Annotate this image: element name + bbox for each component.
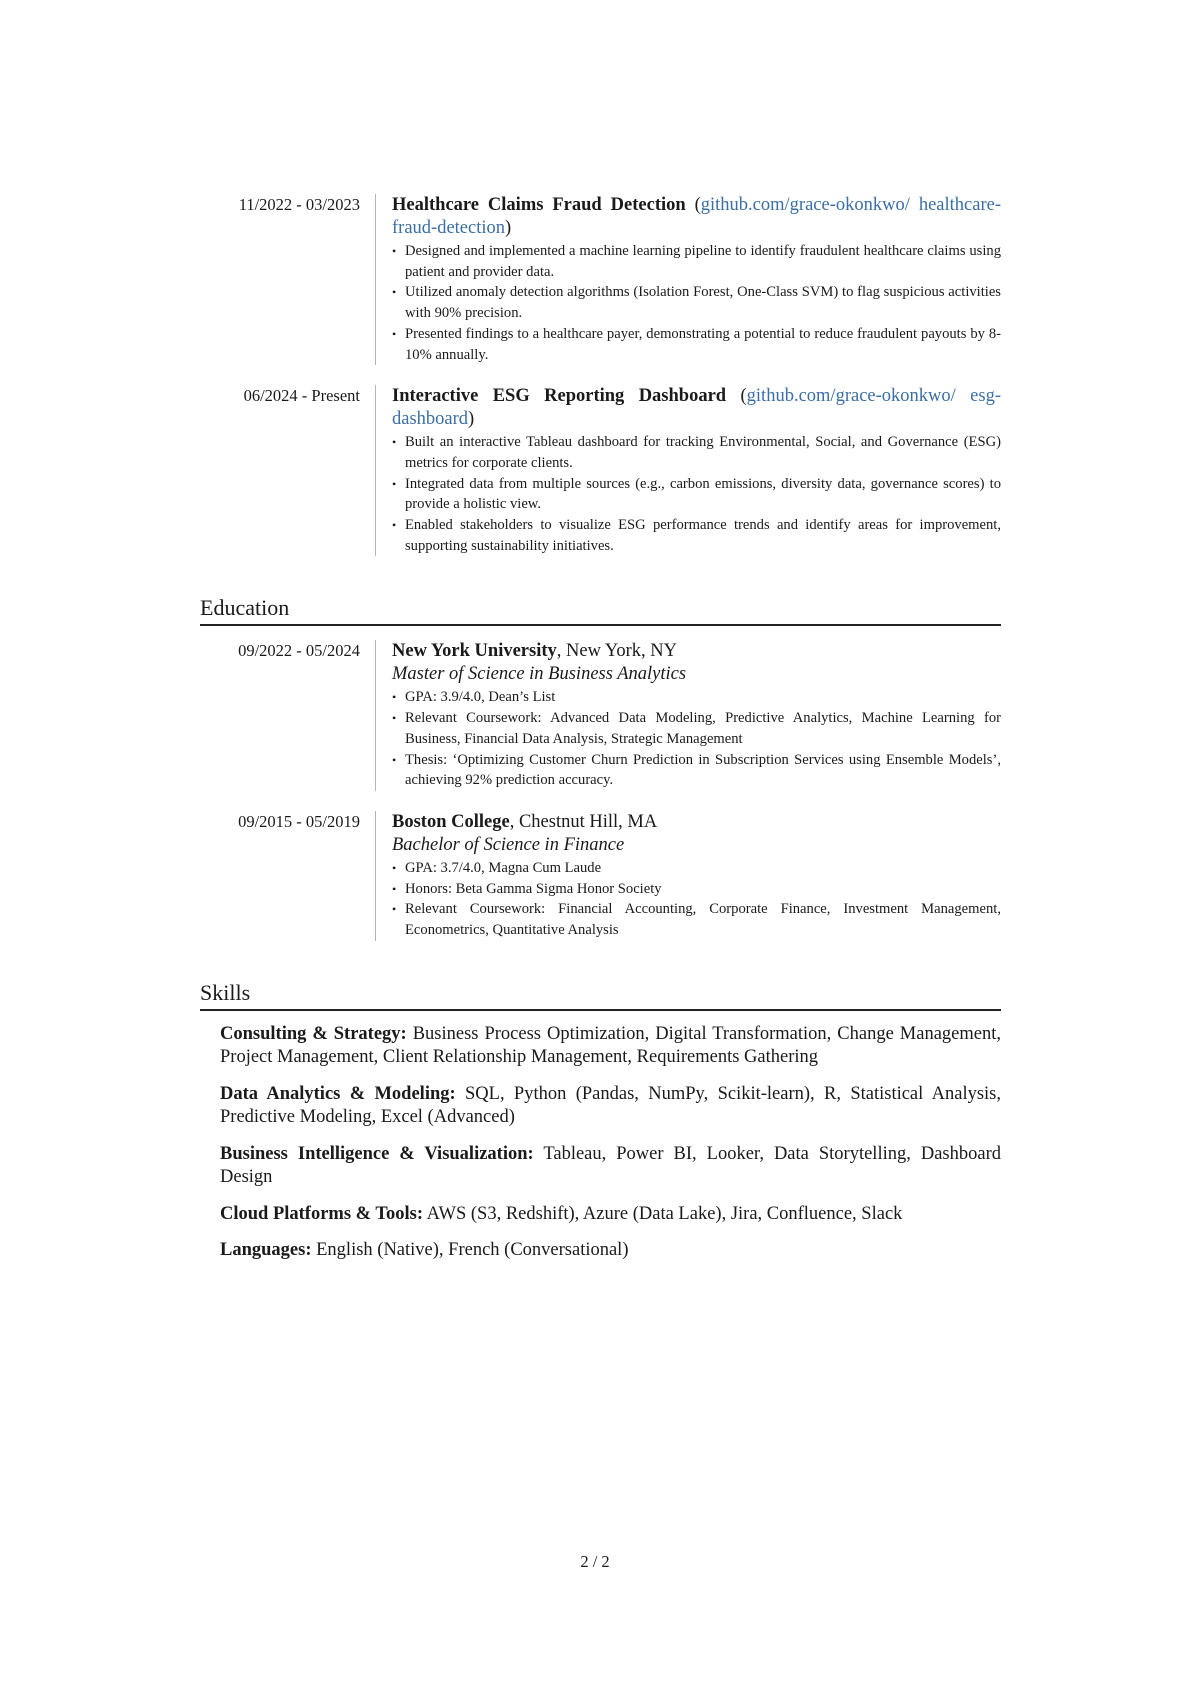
section-heading: Skills bbox=[200, 979, 1001, 1011]
skill-value: English (Native), French (Conversational) bbox=[311, 1240, 629, 1261]
bullet-item: • Presented findings to a healthcare payer, demonstrating a potential to reduce fraudulent payouts by 8-10% annually. bbox=[392, 324, 1001, 365]
education-section bbox=[200, 594, 1001, 940]
entry-dates: 09/2015 - 05/2019 bbox=[200, 811, 376, 941]
bullet-item: • Integrated data from multiple sources (e.g., carbon emissions, diversity data, governance scores) to provide a holistic view. bbox=[392, 474, 1001, 515]
skill-label: Languages: bbox=[220, 1240, 312, 1261]
school-name: Boston College bbox=[392, 811, 510, 832]
school-location: , New York, NY bbox=[556, 641, 678, 662]
bullet-item: • Thesis: ‘Optimizing Customer Churn Prediction in Subscription Services using Ensemble Models’, achieving 92% prediction accuracy. bbox=[392, 750, 1001, 791]
entry-body bbox=[376, 194, 1001, 365]
project-entry bbox=[200, 385, 1001, 556]
project-title-line: Healthcare Claims Fraud Detection (github.com/grace-okonkwo/ healthcare-fraud-detection) bbox=[392, 195, 1001, 238]
skill-item bbox=[220, 1083, 1001, 1130]
skill-value: SQL, Python (Pandas, NumPy, Scikit-learn), R, Statistical Analysis, Predictive Modeling, Excel (Advanced) bbox=[220, 1083, 1001, 1128]
bullet-item: • Relevant Coursework: Financial Accounting, Corporate Finance, Investment Management, Econometrics, Quantitative Analysis bbox=[392, 899, 1001, 940]
degree: Master of Science in Business Analytics bbox=[392, 664, 687, 685]
skill-item bbox=[220, 1203, 1001, 1227]
project-title-line: Interactive ESG Reporting Dashboard (github.com/grace-okonkwo/ esg-dashboard) bbox=[392, 386, 1001, 430]
skill-value: AWS (S3, Redshift), Azure (Data Lake), Jira, Confluence, Slack bbox=[423, 1203, 903, 1224]
entry-dates: 11/2022 - 03/2023 bbox=[200, 194, 376, 365]
section-heading: Education bbox=[200, 594, 1001, 626]
degree: Bachelor of Science in Finance bbox=[392, 834, 625, 855]
project-bullets bbox=[392, 241, 1001, 365]
skill-value: Business Process Optimization, Digital Transformation, Change Management, Project Management, Client Relationship Management, Requirements Gathering bbox=[220, 1023, 1001, 1068]
entry-body bbox=[376, 640, 1001, 791]
entry-body bbox=[376, 385, 1001, 556]
skill-item bbox=[220, 1143, 1001, 1190]
skill-item bbox=[220, 1023, 1001, 1070]
bullet-item: • Honors: Beta Gamma Sigma Honor Society bbox=[392, 879, 1001, 900]
entry-body bbox=[376, 811, 1001, 941]
skill-label: Data Analytics & Modeling: bbox=[220, 1083, 456, 1104]
school-line bbox=[392, 811, 1001, 834]
project-github-link[interactable]: github.com/grace-okonkwo/ healthcare-fraud-detection bbox=[392, 195, 1001, 238]
education-entry bbox=[200, 811, 1001, 941]
bullet-item: • Designed and implemented a machine learning pipeline to identify fraudulent healthcare claims using patient and provider data. bbox=[392, 241, 1001, 282]
bullet-item: • Relevant Coursework: Advanced Data Modeling, Predictive Analytics, Machine Learning for Business, Financial Data Analysis, Strategic Management bbox=[392, 708, 1001, 749]
bullet-item: • GPA: 3.7/4.0, Magna Cum Laude bbox=[392, 858, 1001, 879]
entry-dates: 06/2024 - Present bbox=[200, 385, 376, 556]
skills-list bbox=[200, 1023, 1001, 1263]
project-github-link[interactable]: github.com/grace-okonkwo/ esg-dashboard bbox=[392, 386, 1001, 430]
project-entry bbox=[200, 194, 1001, 365]
page-number: 2 / 2 bbox=[580, 1552, 610, 1571]
resume-content bbox=[200, 194, 1001, 1276]
project-title: Healthcare Claims Fraud Detection bbox=[392, 195, 686, 215]
bullet-item: • Built an interactive Tableau dashboard for tracking Environmental, Social, and Governance (ESG) metrics for corporate clients. bbox=[392, 432, 1001, 473]
education-bullets bbox=[392, 858, 1001, 941]
entry-dates: 09/2022 - 05/2024 bbox=[200, 640, 376, 791]
bullet-item: • GPA: 3.9/4.0, Dean’s List bbox=[392, 687, 1001, 708]
skills-section bbox=[200, 979, 1001, 1263]
school-location: , Chestnut Hill, MA bbox=[509, 811, 658, 832]
skill-label: Cloud Platforms & Tools: bbox=[220, 1203, 424, 1224]
education-entry bbox=[200, 640, 1001, 791]
skill-label: Business Intelligence & Visualization: bbox=[220, 1143, 534, 1164]
skill-item bbox=[220, 1239, 1001, 1263]
project-bullets bbox=[392, 432, 1001, 556]
skill-value: Tableau, Power BI, Looker, Data Storytelling, Dashboard Design bbox=[220, 1143, 1001, 1188]
school-line bbox=[392, 640, 1001, 663]
project-title: Interactive ESG Reporting Dashboard bbox=[392, 386, 727, 407]
education-bullets bbox=[392, 687, 1001, 791]
bullet-item: • Enabled stakeholders to visualize ESG performance trends and identify areas for improvement, supporting sustainability initiatives. bbox=[392, 515, 1001, 556]
bullet-item: • Utilized anomaly detection algorithms (Isolation Forest, One-Class SVM) to flag suspicious activities with 90% precision. bbox=[392, 282, 1001, 323]
skill-label: Consulting & Strategy: bbox=[220, 1023, 407, 1044]
school-name: New York University bbox=[392, 641, 557, 662]
